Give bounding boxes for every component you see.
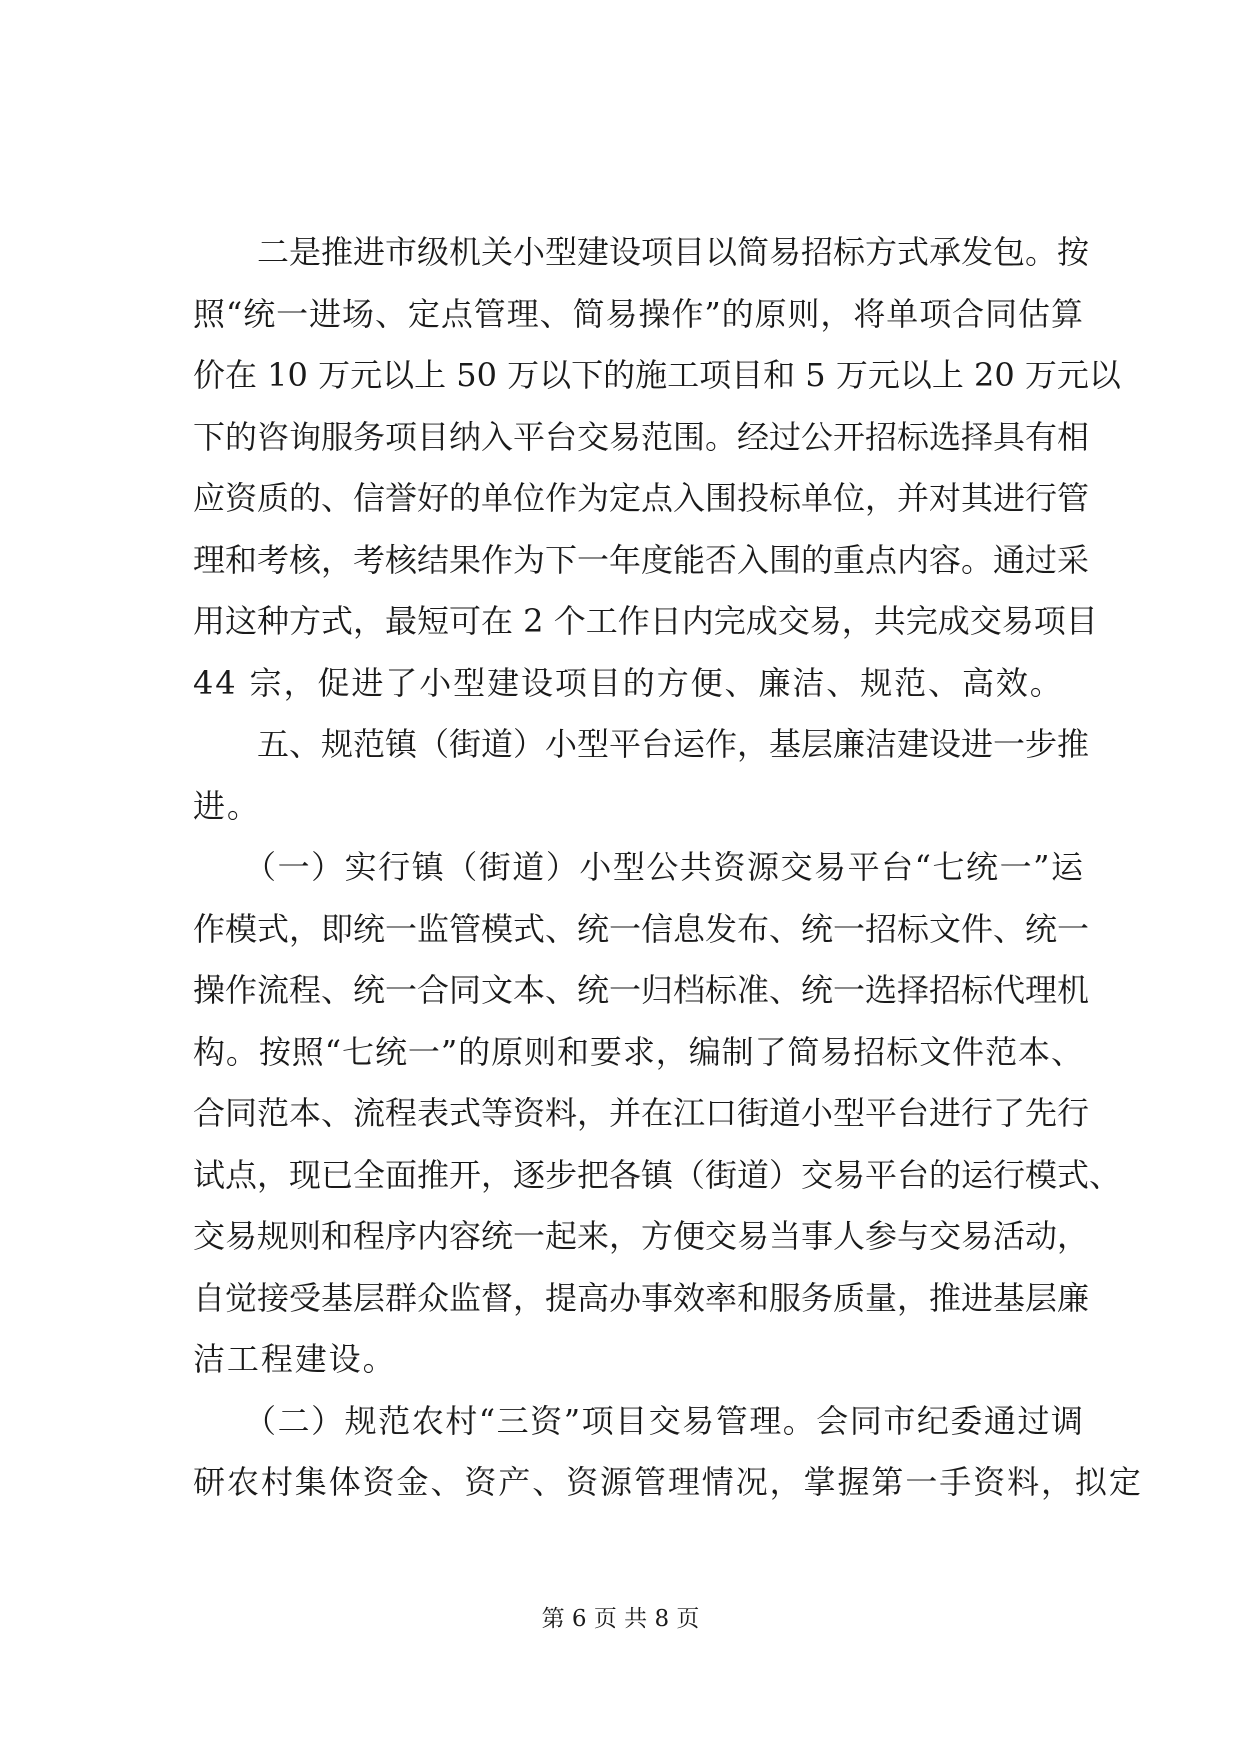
text-line: 二是推进市级机关小型建设项目以简易招标方式承发包。按	[193, 233, 1090, 271]
text-line: （一）实行镇（街道）小型公共资源交易平台“七统一”运	[193, 848, 1083, 886]
text-line: 用这种方式，最短可在 2 个工作日内完成交易，共完成交易项目	[193, 602, 1098, 640]
text-line: 构。按照“七统一”的原则和要求，编制了简易招标文件范本、	[193, 1032, 1083, 1071]
text-line: 价在 10 万元以上 50 万以下的施工项目和 5 万元以上 20 万元以	[193, 356, 1121, 394]
text-line: 进。	[193, 786, 261, 825]
page-footer: 第 6 页 共 8 页	[541, 1606, 700, 1632]
text-line: 交易规则和程序内容统一起来，方便交易当事人参与交易活动，	[193, 1217, 1090, 1255]
text-line: 下的咨询服务项目纳入平台交易范围。经过公开招标选择具有相	[193, 417, 1090, 456]
text-line: 理和考核，考核结果作为下一年度能否入围的重点内容。通过采	[193, 540, 1090, 579]
text-line: 作模式，即统一监管模式、统一信息发布、统一招标文件、统一	[193, 909, 1090, 948]
text-line: 自觉接受基层群众监督，提高办事效率和服务质量，推进基层廉	[193, 1278, 1090, 1317]
paragraph-p3	[193, 837, 1122, 1391]
paragraph-p2	[193, 714, 1090, 837]
paragraph-p4	[193, 1391, 1143, 1514]
text-line: 五、规范镇（街道）小型平台运作，基层廉洁建设进一步推	[193, 725, 1090, 763]
text-line: 研农村集体资金、资产、资源管理情况，掌握第一手资料，拟定	[193, 1463, 1143, 1501]
text-line: 洁工程建设。	[193, 1340, 397, 1378]
text-line: 合同范本、流程表式等资料，并在江口街道小型平台进行了先行	[193, 1094, 1090, 1132]
text-line: 照“统一进场、定点管理、简易操作”的原则，将单项合同估算	[193, 294, 1083, 333]
text-line: 试点，现已全面推开，逐步把各镇（街道）交易平台的运行模式、	[193, 1155, 1122, 1194]
text-line: （二）规范农村“三资”项目交易管理。会同市纪委通过调	[193, 1401, 1083, 1440]
body-text	[193, 222, 1143, 1514]
text-line: 操作流程、统一合同文本、统一归档标准、统一选择招标代理机	[193, 971, 1090, 1009]
text-line: 应资质的、信誉好的单位作为定点入围投标单位，并对其进行管	[193, 479, 1090, 517]
text-line: 44 宗，促进了小型建设项目的方便、廉洁、规范、高效。	[193, 663, 1064, 702]
paragraph-p1	[193, 222, 1121, 714]
